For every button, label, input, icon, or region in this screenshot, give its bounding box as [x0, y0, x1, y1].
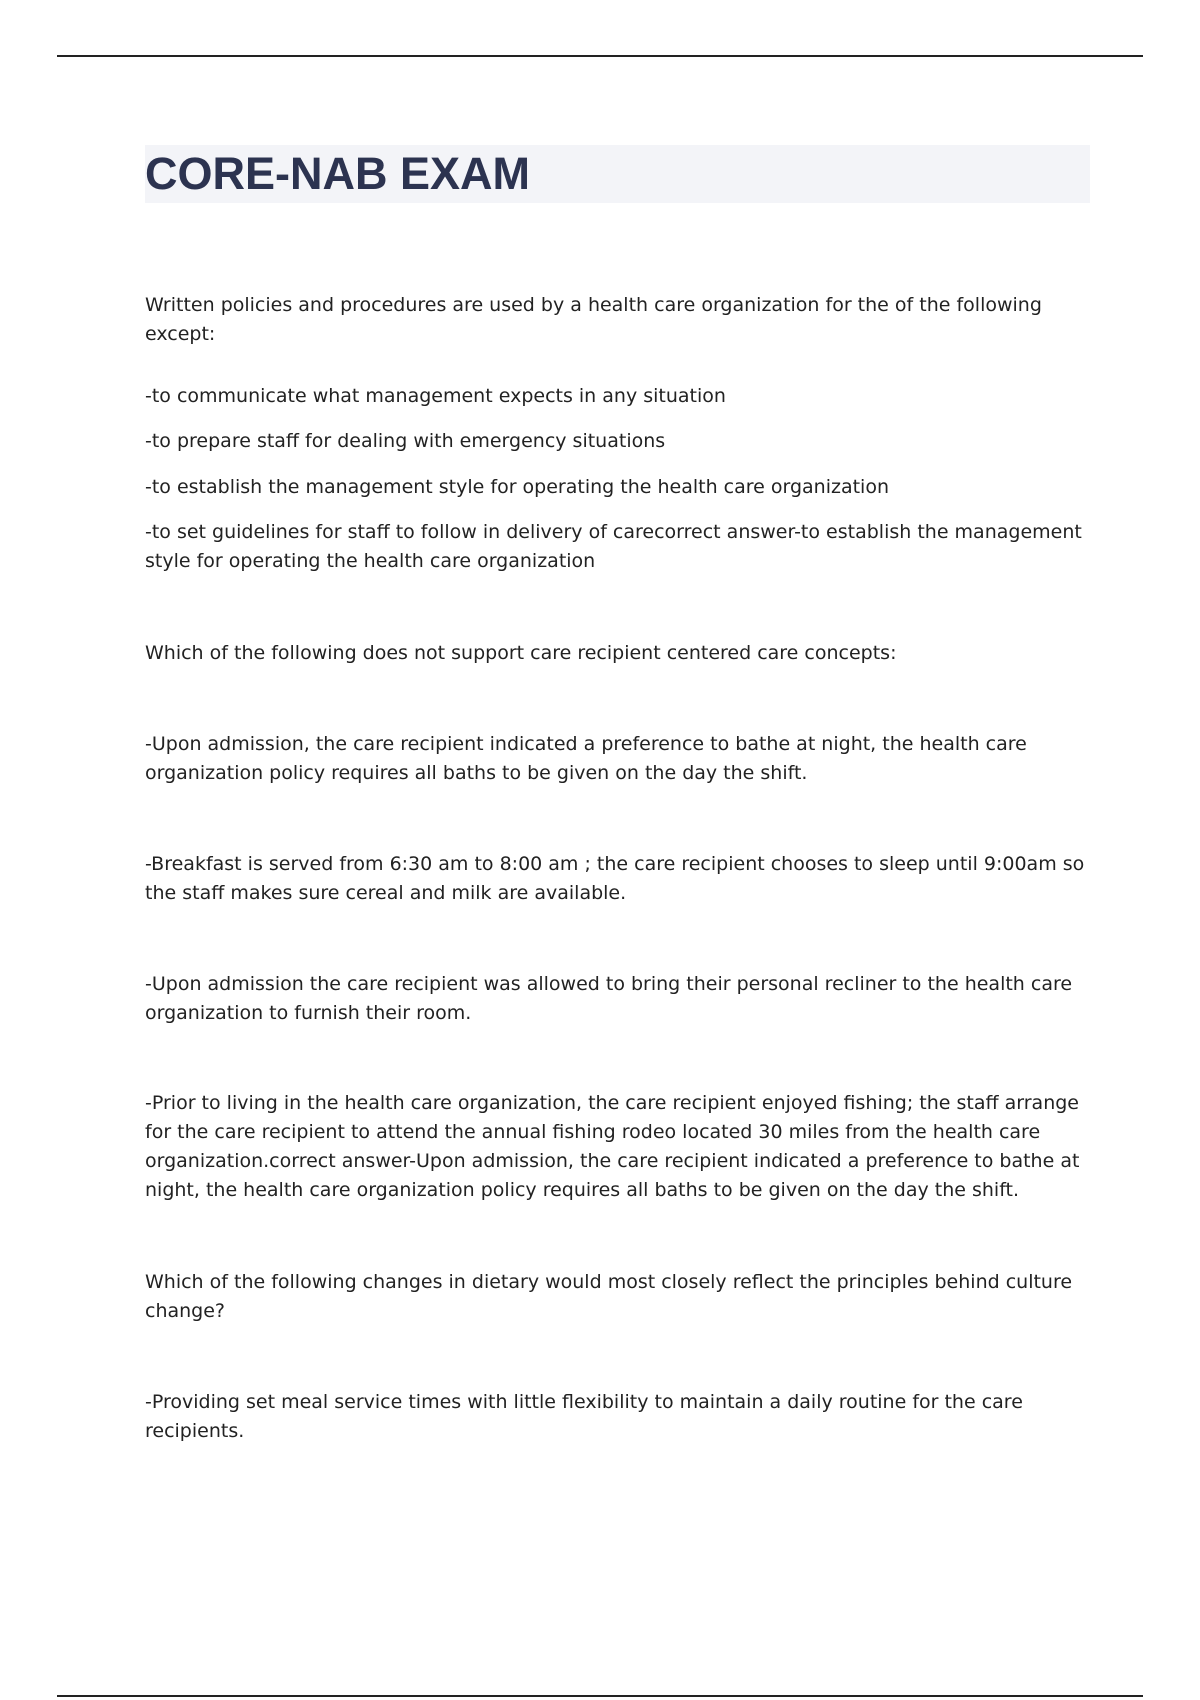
question-2-text: Which of the following does not support care recipient centered care concepts:: [145, 642, 897, 664]
document-title: CORE-NAB EXAM: [145, 148, 531, 199]
question-1-option-4-answer: -to set guidelines for staff to follow in delivery of carecorrect answer-to establish the management style for operating the health care organization: [145, 521, 1082, 572]
bottom-rule: [57, 1695, 1143, 1697]
question-3-text: Which of the following changes in dietary would most closely reflect the principles behind culture change?: [145, 1271, 1073, 1322]
question-3-option-1: -Providing set meal service times with little flexibility to maintain a daily routine for the care recipients.: [145, 1391, 1023, 1442]
question-1-option-2: -to prepare staff for dealing with emergency situations: [145, 430, 666, 452]
question-1-option-1: -to communicate what management expects in any situation: [145, 385, 726, 407]
question-2-option-2: -Breakfast is served from 6:30 am to 8:00 am ; the care recipient chooses to sleep until 9:00am so the staff makes sure cereal and milk are available.: [145, 853, 1085, 904]
question-2-option-3: -Upon admission the care recipient was allowed to bring their personal recliner to the health care organization to furnish their room.: [145, 973, 1073, 1024]
question-2-option-4-answer: -Prior to living in the health care organization, the care recipient enjoyed fishing; the staff arrange for the care recipient to attend the annual fishing rodeo located 30 miles from the health care organization.correct answer-Upon admission, the care recipient indicated a preference to bathe at night, the health care organization policy requires all baths to be given on the day the shift.: [145, 1092, 1080, 1201]
top-rule: [57, 55, 1143, 57]
question-1-text: Written policies and procedures are used by a health care organization for the of the following except:: [145, 294, 1042, 345]
question-2-option-1: -Upon admission, the care recipient indicated a preference to bathe at night, the health care organization policy requires all baths to be given on the day the shift.: [145, 733, 1027, 784]
question-1-option-3: -to establish the management style for operating the health care organization: [145, 476, 890, 498]
